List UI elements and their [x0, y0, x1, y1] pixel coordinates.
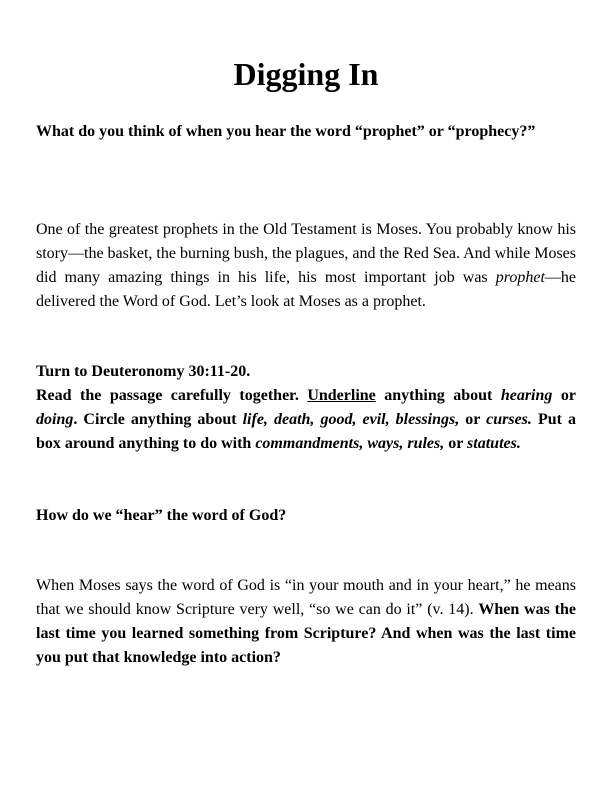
instructions-underline-word: Underline: [307, 387, 376, 404]
instructions-s1: Read the passage carefully together.: [36, 387, 308, 404]
instructions-s5: or: [459, 411, 487, 428]
question-prophet: [36, 120, 576, 144]
instructions-circle-list: life, death, good, evil, blessings,: [242, 411, 460, 428]
instructions-section: [36, 360, 576, 456]
paragraph-moses-text: [36, 218, 576, 314]
instructions-s4: . Circle anything about: [73, 411, 243, 428]
paragraph-scripture-regular: When Moses says the word of God is “in your mouth and in your heart,” he means that we should know Scripture very well, “so we can do it” (v. 14).: [36, 577, 576, 618]
instructions-curses: curses.: [486, 411, 532, 428]
question-hear: [36, 504, 576, 528]
paragraph-scripture-text: [36, 574, 576, 670]
instructions-s6: Put a box around anything to do with: [36, 411, 576, 452]
instructions-s7: or: [444, 435, 468, 452]
turn-to-passage: Turn to Deuteronomy 30:11-20.: [36, 363, 251, 380]
instructions-doing: doing: [36, 411, 74, 428]
paragraph-moses-part2: —he delivered the Word of God. Let’s look at Moses as a prophet.: [36, 269, 576, 310]
paragraph-moses-emphasis: prophet: [495, 269, 545, 286]
paragraph-scripture: [36, 574, 576, 670]
instructions-s2: anything about: [375, 387, 501, 404]
instructions-s3: or: [552, 387, 576, 404]
instructions-statutes: statutes.: [467, 435, 521, 452]
paragraph-moses-part1: One of the greatest prophets in the Old Testament is Moses. You probably know his story—the basket, the burning bush, the plagues, and the Red Sea. And while Moses did many amazing things in his life, his most important job was: [36, 221, 576, 286]
instructions-hearing: hearing: [500, 387, 553, 404]
paragraph-moses: [36, 218, 576, 314]
question-prophet-text: What do you think of when you hear the word “prophet” or “prophecy?”: [36, 123, 536, 140]
instructions-text: [36, 384, 576, 456]
page-title: Digging In: [233, 56, 379, 92]
paragraph-scripture-question: When was the last time you learned something from Scripture? And when was the last time you put that knowledge into action?: [36, 601, 576, 666]
instructions-box-list: commandments, ways, rules,: [255, 435, 445, 452]
question-hear-text: How do we “hear” the word of God?: [36, 507, 287, 524]
